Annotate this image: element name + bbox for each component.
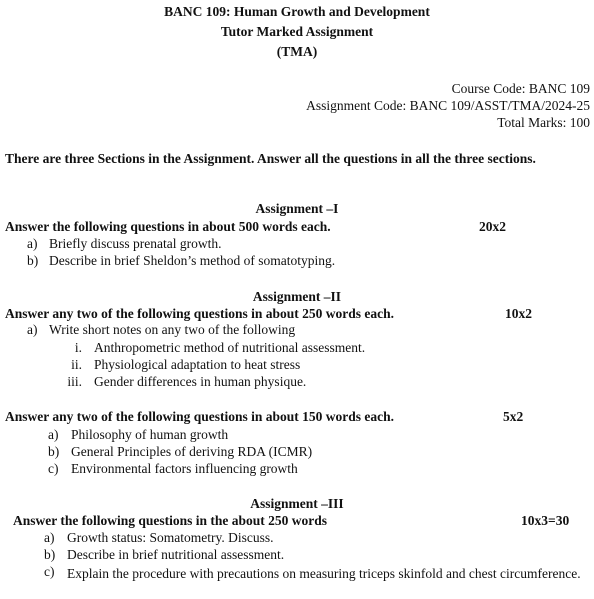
section2-part2-instruction: Answer any two of the following questions in about 150 words each. [5,409,395,424]
list-item-label: a) [44,530,55,545]
list-item-label: b) [48,444,60,459]
list-item-label: b) [27,253,39,268]
list-item-label: a) [27,322,38,337]
course-code: Course Code: BANC 109 [451,81,590,96]
total-marks: Total Marks: 100 [497,115,590,130]
assignment-code: Assignment Code: BANC 109/ASST/TMA/2024-25 [306,98,590,113]
list-item-label: c) [44,564,55,579]
list-item: Explain the procedure with precautions on measuring triceps skinfold and chest circumference. [67,566,581,581]
list-item-label: c) [48,461,59,476]
sublist-item-label: iii. [67,374,82,389]
list-item: Philosophy of human growth [71,427,229,442]
section2-heading: Assignment –II [252,289,342,304]
list-item: General Principles of deriving RDA (ICMR) [71,444,313,459]
list-item: Growth status: Somatometry. Discuss. [67,530,274,545]
document-subtitle: Tutor Marked Assignment [220,24,374,39]
section2-instruction: Answer any two of the following questions in about 250 words each. [5,306,395,321]
sublist-item: Physiological adaptation to heat stress [94,357,301,372]
section1-instruction: Answer the following questions in about 500 words each. [5,219,331,234]
section2-part2-marks: 5x2 [503,409,524,424]
section3-marks: 10x3=30 [521,513,570,528]
list-item: Write short notes on any two of the following [49,322,296,337]
sublist-item: Anthropometric method of nutritional assessment. [94,340,366,355]
section2-marks: 10x2 [505,306,532,321]
list-item: Environmental factors influencing growth [71,461,298,476]
sublist-item-label: ii. [71,357,82,372]
intro-paragraph: There are three Sections in the Assignment. Answer all the questions in all the three sections. [5,151,536,166]
list-item: Briefly discuss prenatal growth. [49,236,222,251]
list-item: Describe in brief Sheldon’s method of somatotyping. [49,253,336,268]
section3-instruction: Answer the following questions in the about 250 words [13,513,328,528]
list-item-label: a) [48,427,59,442]
document-title: BANC 109: Human Growth and Development [164,4,430,19]
section1-heading: Assignment –I [255,201,339,216]
sublist-item: Gender differences in human physique. [94,374,307,389]
list-item: Describe in brief nutritional assessment. [67,547,285,562]
list-item-label: b) [44,547,56,562]
sublist-item-label: i. [74,340,82,355]
section3-heading: Assignment –III [250,496,344,511]
document-abbreviation: (TMA) [276,44,318,59]
section1-marks: 20x2 [479,219,506,234]
list-item-label: a) [27,236,38,251]
